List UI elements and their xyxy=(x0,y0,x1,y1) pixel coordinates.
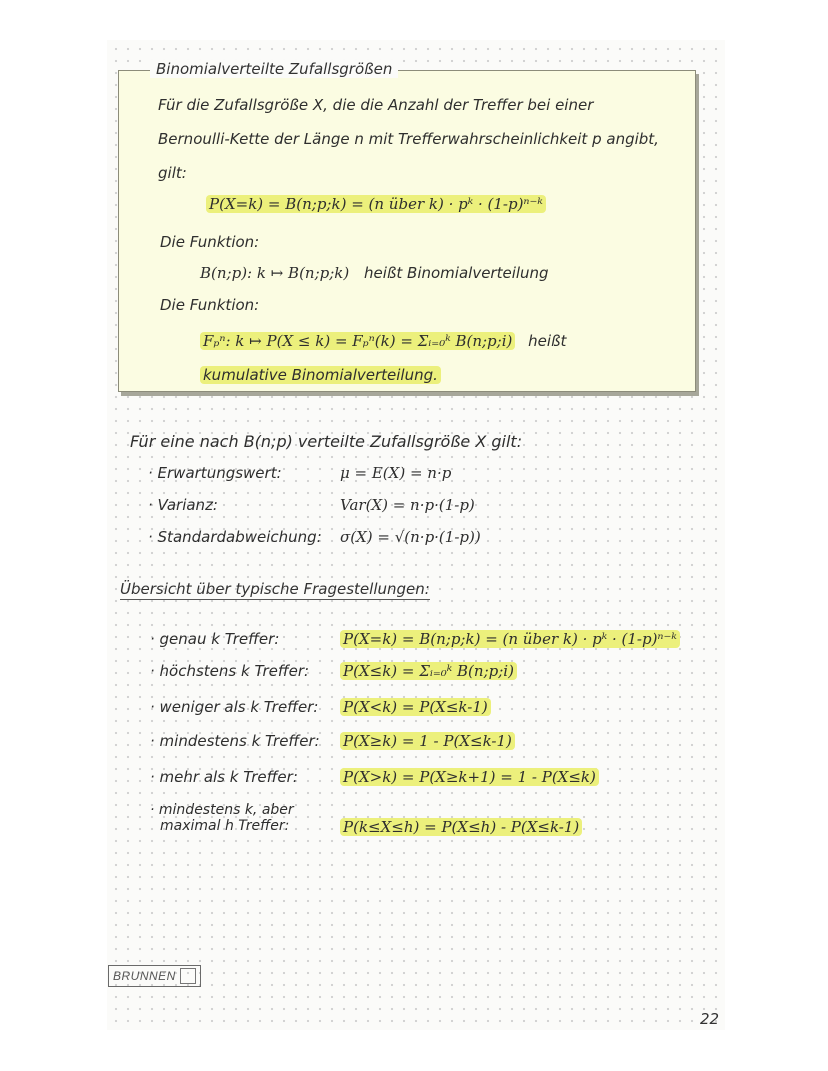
overview-label-range-1: · mindestens k, aber xyxy=(150,802,294,818)
param-formula-stddev: σ(X) = √(n·p·(1-p)) xyxy=(340,528,481,546)
box-title: Binomialverteilte Zufallsgrößen xyxy=(150,60,398,78)
param-formula-variance: Var(X) = n·p·(1-p) xyxy=(340,496,475,514)
overview-label-less-than: · weniger als k Treffer: xyxy=(150,698,319,716)
brand-mark-icon xyxy=(180,968,196,984)
overview-label-at-least: · mindestens k Treffer: xyxy=(150,732,320,750)
overview-label-more-than: · mehr als k Treffer: xyxy=(150,768,298,786)
function1-label: Die Funktion: xyxy=(160,233,260,251)
overview-heading: Übersicht über typische Fragestellungen: xyxy=(120,580,430,598)
intro-line-1: Für die Zufallsgröße X, die die Anzahl der Treffer bei einer xyxy=(158,96,594,114)
param-label-expectation: · Erwartungswert: xyxy=(148,464,282,482)
brand-text: BRUNNEN xyxy=(113,969,176,983)
parameters-heading: Für eine nach B(n;p) verteilte Zufallsgröße X gilt: xyxy=(130,432,523,451)
page-number: 22 xyxy=(700,1010,720,1028)
overview-label-at-most: · höchstens k Treffer: xyxy=(150,662,310,680)
overview-formula-range: P(k≤X≤h) = P(X≤h) - P(X≤k-1) xyxy=(340,818,582,836)
param-formula-expectation: μ = E(X) = n·p xyxy=(340,464,452,482)
overview-formula-at-least: P(X≥k) = 1 - P(X≤k-1) xyxy=(340,732,515,750)
function1-definition: B(n;p): k ↦ B(n;p;k) xyxy=(200,264,350,282)
pmf-formula: P(X=k) = B(n;p;k) = (n über k) · pᵏ · (1-p)ⁿ⁻ᵏ xyxy=(206,195,546,213)
intro-line-2: Bernoulli-Kette der Länge n mit Trefferwahrscheinlichkeit p angibt, xyxy=(158,130,659,148)
function2-name-2: kumulative Binomialverteilung. xyxy=(200,366,441,384)
function2-name-1: heißt xyxy=(528,332,567,350)
overview-label-range-2: maximal h Treffer: xyxy=(160,818,290,834)
intro-line-3: gilt: xyxy=(158,164,187,182)
function2-label: Die Funktion: xyxy=(160,296,260,314)
overview-label-exactly: · genau k Treffer: xyxy=(150,630,280,648)
function2-definition: Fₚⁿ: k ↦ P(X ≤ k) = Fₚⁿ(k) = Σᵢ₌₀ᵏ B(n;p;i) xyxy=(200,332,515,350)
param-label-stddev: · Standardabweichung: xyxy=(148,528,322,546)
overview-formula-more-than: P(X>k) = P(X≥k+1) = 1 - P(X≤k) xyxy=(340,768,599,786)
param-label-variance: · Varianz: xyxy=(148,496,218,514)
overview-formula-less-than: P(X<k) = P(X≤k-1) xyxy=(340,698,491,716)
overview-formula-at-most: P(X≤k) = Σᵢ₌₀ᵏ B(n;p;i) xyxy=(340,662,517,680)
function1-name: heißt Binomialverteilung xyxy=(364,264,549,282)
brand-logo xyxy=(108,965,201,987)
overview-formula-exactly: P(X=k) = B(n;p;k) = (n über k) · pᵏ · (1-p)ⁿ⁻ᵏ xyxy=(340,630,680,648)
